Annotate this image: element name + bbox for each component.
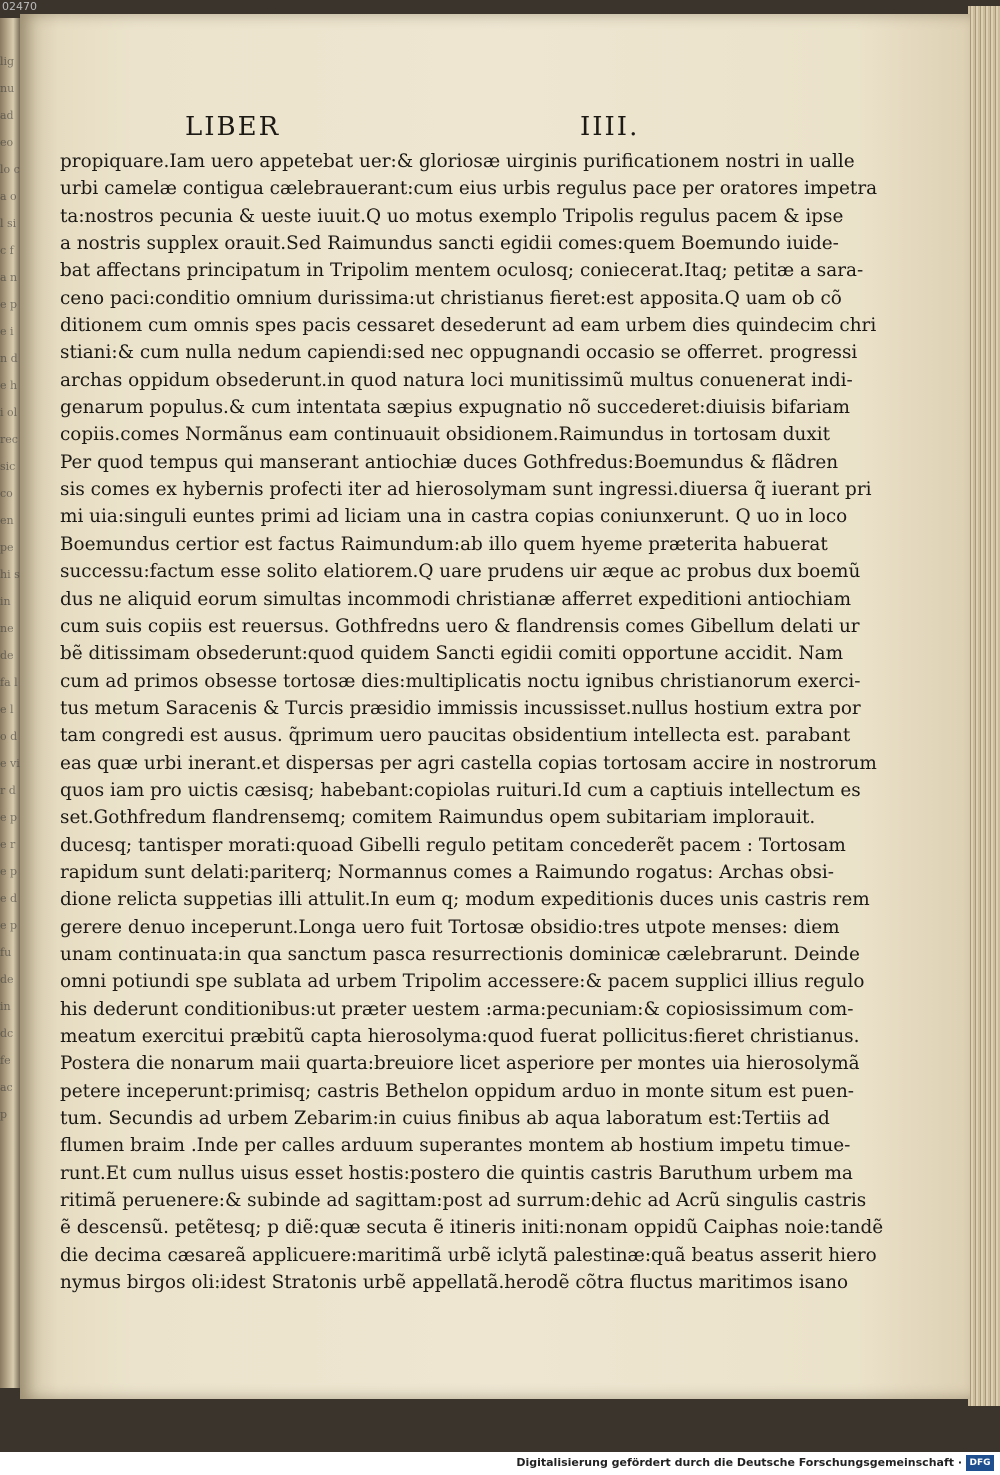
text-line: ta:nostros pecunia & ueste iuuit.Q uo motus exemplo Tripolis regulus pacem & ipse <box>60 205 844 227</box>
text-line: die decima cæsareã applicuere:maritimã urbẽ iclytã palestinæ:quã beatus asserit hiero <box>60 1244 877 1266</box>
scan-corner-mark: 02470 <box>2 0 37 13</box>
text-line: mi uia:singuli euntes primi ad liciam una in castra copias coniunxerunt. Q uo in loco <box>60 506 848 528</box>
text-line: unam continuata:in qua sanctum pasca resurrectionis dominicæ cælebrarunt. Deinde <box>60 943 860 965</box>
text-line: bẽ ditissimam obsederunt:quod quidem Sancti egidii comiti opportune accidit. Nam <box>60 643 844 665</box>
text-line: ceno paci:conditio omnium durissima:ut christianus fieret:est apposita.Q uam ob cõ <box>60 287 842 309</box>
text-line: genarum populus.& cum intentata sæpius expugnatio nõ succederet:diuisis bifariam <box>60 397 850 419</box>
left-page-text-fragments: lig nu ad eo lo ca ol sic fa ne pe in de hi ol rec sic co en pe hi sin ne de fa le lo de vir de pe re pe de p fu de in dc fe ac p <box>0 55 20 1121</box>
text-line: ditionem cum omnis spes pacis cessaret desederunt ad eam urbem dies quindecim chri <box>60 315 877 337</box>
page-edges <box>968 6 1000 1406</box>
text-line: eas quæ urbi inerant.et dispersas per agri castella copias tortosam accire in nostrorum <box>60 752 877 774</box>
text-line: successu:factum esse solito elatiorem.Q uare prudens uir æque ac probus dux boemũ <box>60 561 861 583</box>
text-line: propiquare.Iam uero appetebat uer:& gloriosæ uirginis purificationem nostri in ualle <box>60 151 855 172</box>
text-line: dione relicta suppetias illi attulit.In eum q; modum expeditionis duces unis castris rem <box>60 889 870 911</box>
text-line: copiis.comes Normãnus eam continuauit obsidionem.Raimundus in tortosam duxit <box>60 424 831 446</box>
left-page-edge <box>0 18 22 1388</box>
text-line: meatum exercitui præbitũ capta hierosolyma:quod fuerat pollicitus:fieret christianus. <box>60 1026 860 1047</box>
text-line: tum. Secundis ad urbem Zebarim:in cuius finibus ab aqua laboratum est:Tertiis ad <box>60 1108 830 1130</box>
text-line: runt.Et cum nullus uisus esset hostis:postero die quintis castris Baruthum urbem ma <box>60 1162 853 1184</box>
text-line: set.Gothfredum flandrensemq; comitem Raimundus opem subitariam implorauit. <box>60 807 816 829</box>
text-line: gerere denuo inceperunt.Longa uero fuit Tortosæ obsidio:tres utpote menses: diem <box>60 916 840 938</box>
text-line: Per quod tempus qui manserant antiochiæ duces Gothfredus:Boemundus & flãdren <box>60 451 839 473</box>
text-line: bat affectans principatum in Tripolim mentem oculosq; coniecerat.Itaq; petitæ a sara- <box>60 260 864 282</box>
text-line: ẽ descensũ. petẽtesq; p diẽ:quæ secuta ẽ itineris initi:nonam oppidũ Caiphas noie:tandẽ <box>60 1217 884 1239</box>
text-line: flumen braim .Inde per calles arduum superantes montem ab hostium impetu timue- <box>60 1135 851 1157</box>
text-line: ritimã peruenere:& subinde ad sagittam:post ad surrum:dehic ad Acrũ singulis castris <box>60 1190 867 1212</box>
text-line: Postera die nonarum maii quarta:breuiore licet asperiore per montes uia hierosolymã <box>60 1053 860 1075</box>
text-line: tam congredi est ausus. q̃primum uero paucitas obsidentium intellecta est. parabant <box>60 725 851 747</box>
text-line: rapidum sunt delati:pariterq; Normannus comes a Raimundo rogatus: Archas obsi- <box>60 861 834 883</box>
text-line: stiani:& cum nulla nedum capiendi:sed nec oppugnandi occasio se offerret. progressi <box>60 342 858 364</box>
text-line: archas oppidum obsederunt.in quod natura loci munitissimũ multus conuenerat indi- <box>60 369 853 391</box>
text-line: omni potiundi spe sublata ad urbem Tripolim accessere:& pacem supplici illius regulo <box>60 971 865 993</box>
text-line: quos iam pro uictis cæsisq; habebant:copiolas ruituri.Id cum a captiuis intellectum es <box>60 779 861 801</box>
text-line: cum ad primos obsesse tortosæ dies:multiplicatis noctu ignibus christianorum exerci- <box>60 670 861 692</box>
footer-credit: Digitalisierung gefördert durch die Deutsche Forschungsgemeinschaft · <box>516 1456 962 1469</box>
text-line: his dederunt conditionibus:ut præter uestem :arma:pecuniam:& copiosissimum com- <box>60 998 854 1020</box>
text-line: nymus birgos oli:idest Stratonis urbẽ appellatã.herodẽ cõtra fluctus maritimos isano <box>60 1272 849 1294</box>
running-head-left: LIBER <box>185 112 281 142</box>
text-line: cum suis copiis est reuersus. Gothfredns uero & flandrensis comes Gibellum delati ur <box>60 615 860 637</box>
footer-bar <box>0 1452 1000 1475</box>
text-line: sis comes ex hybernis profecti iter ad hierosolymam sunt ingressi.diuersa q̃ iuerant pri <box>60 479 872 501</box>
text-line: a nostris supplex orauit.Sed Raimundus sancti egidii comes:quem Boemundo iuide- <box>60 233 839 255</box>
text-line: petere inceperunt:primisq; castris Bethelon oppidum arduo in monte situm est puen- <box>60 1080 855 1102</box>
text-line: Boemundus certior est factus Raimundum:ab illo quem hyeme præterita habuerat <box>60 533 828 555</box>
dfg-logo: DFG <box>966 1455 994 1471</box>
running-head-right: IIII. <box>580 112 640 142</box>
text-line: dus ne aliquid eorum simultas incommodi christianæ afferret expeditioni antiochiam <box>60 588 852 610</box>
text-line: ducesq; tantisper morati:quoad Gibelli regulo petitam concederẽt pacem : Tortosam <box>60 834 846 856</box>
text-block <box>60 148 884 1296</box>
text-line: tus metum Saracenis & Turcis præsidio immissis incussisset.nullus hostium extra por <box>60 697 861 719</box>
text-line: urbi camelæ contigua cælebrauerant:cum eius urbis regulus pace per oratores impetra <box>60 178 878 200</box>
